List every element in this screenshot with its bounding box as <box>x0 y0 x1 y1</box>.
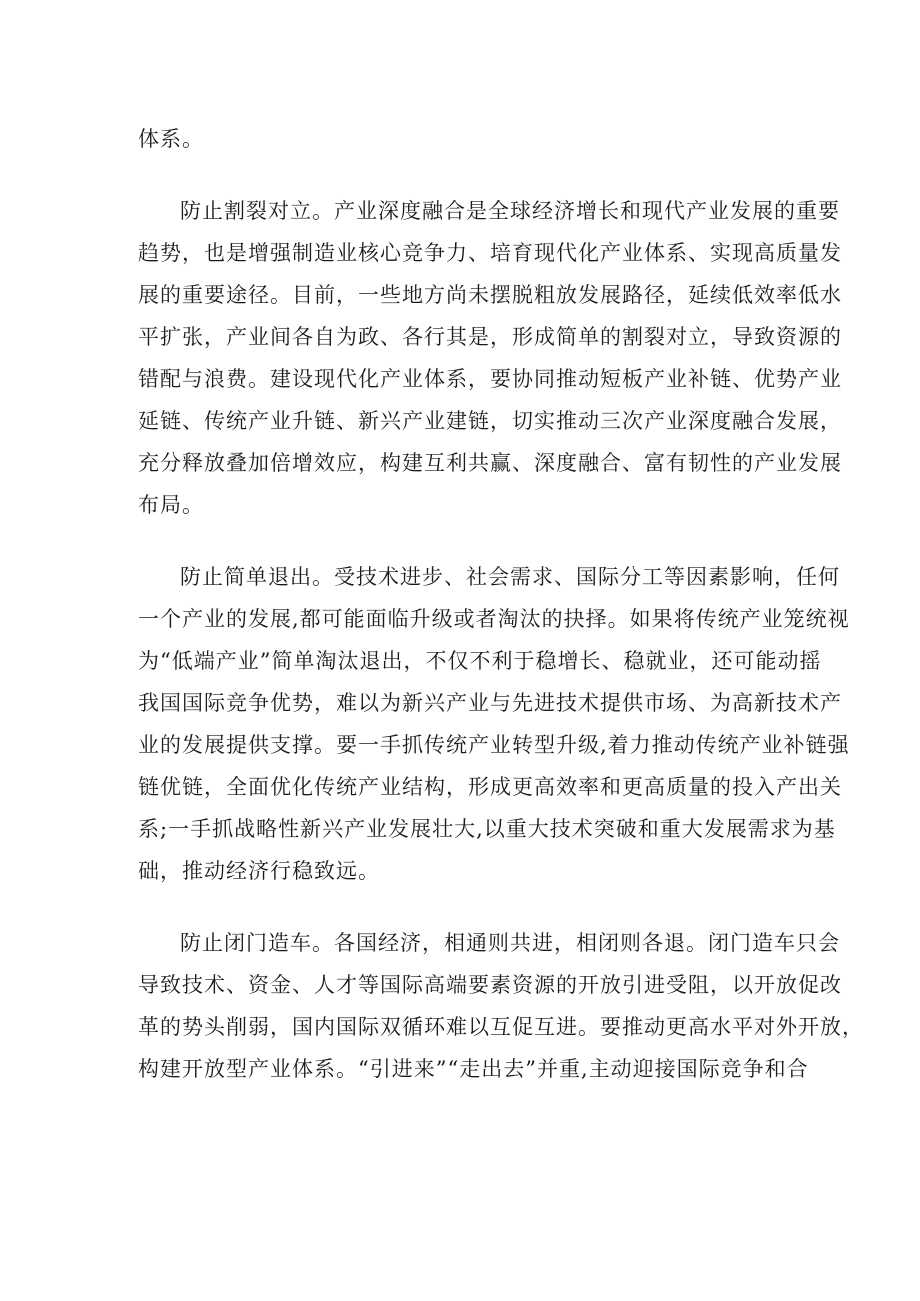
text-line: 展的重要途径。目前，一些地方尚未摆脱粗放发展路径，延续低效率低水 <box>138 283 842 307</box>
paragraph-continuation <box>138 118 790 160</box>
paragraph-prevent-closed-door <box>138 922 864 1090</box>
text-line: 础，推动经济行稳致远。 <box>138 859 380 883</box>
text-line: 平扩张，产业间各自为政、各行其是，形成简单的割裂对立，导致资源的 <box>138 325 842 349</box>
text-line: 导致技术、资金、人才等国际高端要素资源的开放引进受阻，以开放促改 <box>138 973 842 997</box>
document-body <box>138 118 864 1090</box>
paragraph-gap <box>138 160 790 190</box>
text-line: 革的势头削弱，国内国际双循环难以互促互进。要推动更高水平对外开放， <box>138 1015 864 1039</box>
text-line: 防止闭门造车。各国经济，相通则共进，相闭则各退。闭门造车只会 <box>180 931 840 955</box>
text-line: 防止简单退出。受技术进步、社会需求、国际分工等因素影响，任何 <box>180 565 840 589</box>
paragraph-gap <box>138 892 790 922</box>
text-line: 为“低端产业”简单淘汰退出，不仅不利于稳增长、稳就业，还可能动摇 <box>138 649 822 673</box>
text-line: 趋势，也是增强制造业核心竞争力、培育现代化产业体系、实现高质量发 <box>138 241 842 265</box>
text-line: 布局。 <box>138 493 204 517</box>
text-line: 错配与浪费。建设现代化产业体系，要协同推动短板产业补链、优势产业 <box>138 367 842 391</box>
text-line: 系;一手抓战略性新兴产业发展壮大,以重大技术突破和重大发展需求为基 <box>138 817 836 841</box>
text-line: 构建开放型产业体系。“引进来”“走出去”并重,主动迎接国际竞争和合 <box>138 1057 809 1081</box>
text-line: 延链、传统产业升链、新兴产业建链，切实推动三次产业深度融合发展， <box>138 409 842 433</box>
text-line: 业的发展提供支撑。要一手抓传统产业转型升级,着力推动传统产业补链强 <box>138 733 850 757</box>
paragraph-gap <box>138 526 790 556</box>
text-line: 防止割裂对立。产业深度融合是全球经济增长和现代产业发展的重要 <box>180 199 840 223</box>
text-line: 我国国际竞争优势，难以为新兴产业与先进技术提供市场、为高新技术产 <box>138 691 842 715</box>
text-line: 体系。 <box>138 127 204 151</box>
text-line: 链优链，全面优化传统产业结构，形成更高效率和更高质量的投入产出关 <box>138 775 842 799</box>
paragraph-prevent-simple-exit <box>138 556 850 892</box>
text-line: 一个产业的发展,都可能面临升级或者淘汰的抉择。如果将传统产业笼统视 <box>138 607 850 631</box>
paragraph-prevent-fragmentation <box>138 190 842 526</box>
text-line: 充分释放叠加倍增效应，构建互利共赢、深度融合、富有韧性的产业发展 <box>138 451 842 475</box>
